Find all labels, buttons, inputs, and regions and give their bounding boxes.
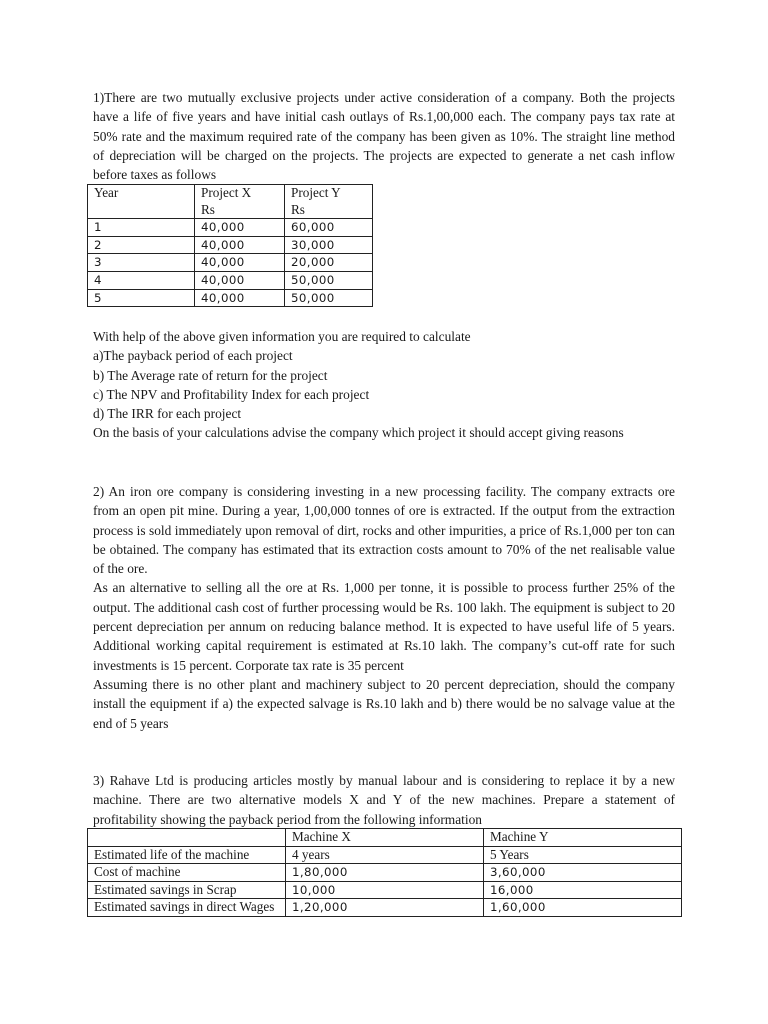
table-cell: 5 Years xyxy=(484,846,682,864)
table-row xyxy=(88,881,682,899)
question-1-intro: 1)There are two mutually exclusive projects under active consideration of a company. Both the projects have a life of five years and have initial cash outlays of Rs.1,00,000 each. The company pays tax rate at 50% rate and the maximum required rate of the company has been given as 10%. The straight line method of depreciation will be charged on the projects. The projects are expected to generate a net cash inflow before taxes as follows xyxy=(93,90,675,183)
question-1-requirements xyxy=(93,327,675,443)
part-c: c) The NPV and Profitability Index for each project xyxy=(93,386,370,402)
table-cell: 4 xyxy=(88,271,195,289)
table-cell: 1 xyxy=(88,219,195,237)
table-cell: 4 years xyxy=(286,846,484,864)
table-row xyxy=(88,254,373,272)
table-cell: 40,000 xyxy=(195,289,285,307)
table-row xyxy=(88,236,373,254)
table-cell: 10,000 xyxy=(286,881,484,899)
question-2-paragraph-3: Assuming there is no other plant and machinery subject to 20 percent depreciation, should the company install the equipment if a) the expected salvage is Rs.10 lakh and b) there would be no salvage value at the end of 5 years xyxy=(93,676,675,731)
table-header-row xyxy=(88,185,373,219)
row-label: Estimated savings in direct Wages xyxy=(88,899,286,917)
table-cell: 3,60,000 xyxy=(484,864,682,882)
table-cell: 40,000 xyxy=(195,236,285,254)
project-cash-inflow-table xyxy=(87,184,373,307)
table-row xyxy=(88,219,373,237)
table-cell: 1,20,000 xyxy=(286,899,484,917)
table-cell: 5 xyxy=(88,289,195,307)
row-label: Cost of machine xyxy=(88,864,286,882)
table-cell: 40,000 xyxy=(195,254,285,272)
table-header-row xyxy=(88,829,682,847)
table-cell: 40,000 xyxy=(195,219,285,237)
row-label: Estimated savings in Scrap xyxy=(88,881,286,899)
table-cell: 50,000 xyxy=(285,289,373,307)
header-machine-y: Machine Y xyxy=(484,829,682,847)
table-row xyxy=(88,846,682,864)
table-row xyxy=(88,289,373,307)
header-year: Year xyxy=(88,185,195,219)
row-label: Estimated life of the machine xyxy=(88,846,286,864)
question-1-conclusion: On the basis of your calculations advise the company which project it should accept giving reasons xyxy=(93,425,624,441)
question-2-paragraph-1: 2) An iron ore company is considering investing in a new processing facility. The company extracts ore from an open pit mine. During a year, 1,00,000 tonnes of ore is extracted. If the output from the extraction process is sold immediately upon removal of dirt, rocks and other impurities, a price of Rs.1,000 per ton can be obtained. The company has estimated that its extraction costs amount to 70% of the net realisable value of the ore. xyxy=(93,484,675,577)
table-cell: 30,000 xyxy=(285,236,373,254)
table-cell: 50,000 xyxy=(285,271,373,289)
table-row xyxy=(88,899,682,917)
header-project-y: Project Y Rs xyxy=(285,185,373,219)
question-1 xyxy=(93,88,675,184)
machine-comparison-table xyxy=(87,828,682,917)
table-row xyxy=(88,864,682,882)
table-cell: 2 xyxy=(88,236,195,254)
header-machine-x: Machine X xyxy=(286,829,484,847)
header-blank xyxy=(88,829,286,847)
table-cell: 60,000 xyxy=(285,219,373,237)
table-cell: 40,000 xyxy=(195,271,285,289)
table-cell: 3 xyxy=(88,254,195,272)
part-a: a)The payback period of each project xyxy=(93,348,293,364)
part-b: b) The Average rate of return for the project xyxy=(93,367,328,383)
question-2-paragraph-2: As an alternative to selling all the ore at Rs. 1,000 per tonne, it is possible to process further 25% of the output. The additional cash cost of further processing would be Rs. 100 lakh. The equipment is subject to 20 percent depreciation per annum on reducing balance method. It is expected to have useful life of 5 years. Additional working capital requirement is estimated at Rs.10 lakh. The company’s cut-off rate for such investments is 15 percent. Corporate tax rate is 35 percent xyxy=(93,580,675,673)
table-cell: 1,80,000 xyxy=(286,864,484,882)
table-row xyxy=(88,271,373,289)
question-3-intro: 3) Rahave Ltd is producing articles mostly by manual labour and is considering to replace it by a new machine. There are two alternative models X and Y of the new machines. Prepare a statement of profitability showing the payback period from the following information xyxy=(93,773,675,827)
question-2 xyxy=(93,482,675,733)
question-3 xyxy=(93,771,675,829)
table-cell: 20,000 xyxy=(285,254,373,272)
requirement-text: With help of the above given information you are required to calculate xyxy=(93,329,471,344)
part-d: d) The IRR for each project xyxy=(93,406,242,422)
table-cell: 16,000 xyxy=(484,881,682,899)
header-project-x: Project X Rs xyxy=(195,185,285,219)
table-cell: 1,60,000 xyxy=(484,899,682,917)
